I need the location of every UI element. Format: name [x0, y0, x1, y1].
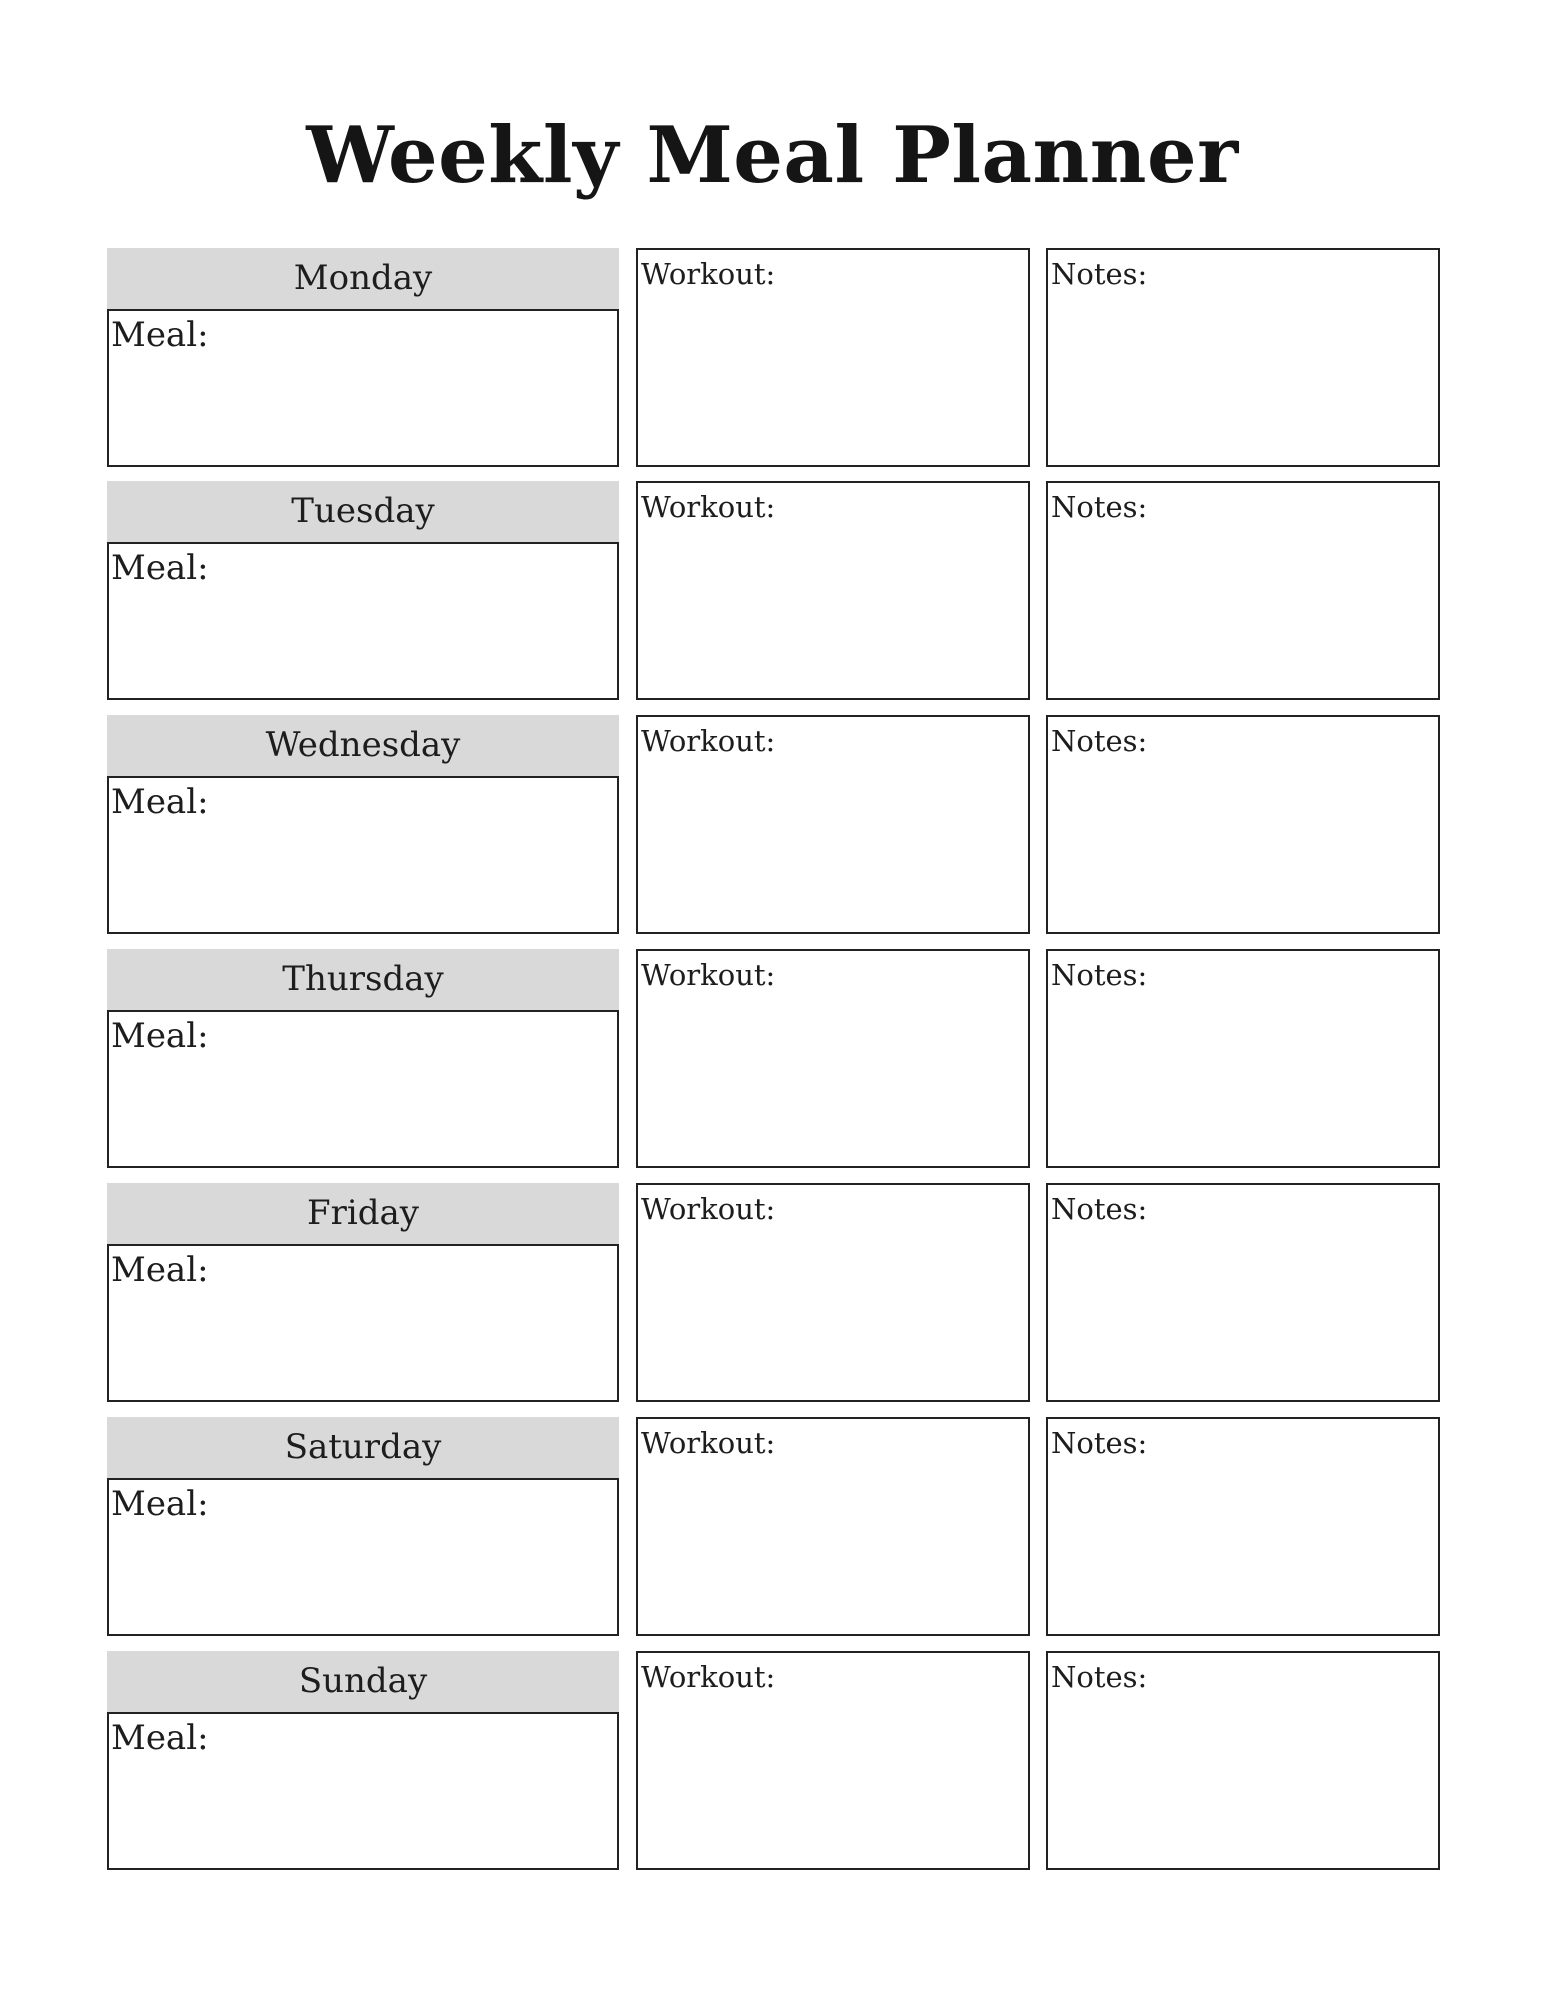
meal-box-monday[interactable] — [107, 309, 619, 467]
notes-box-friday[interactable] — [1046, 1183, 1440, 1402]
day-header-wednesday: Wednesday — [107, 715, 619, 776]
day-header-saturday: Saturday — [107, 1417, 619, 1478]
day-row-wednesday — [0, 715, 1545, 933]
notes-box-monday[interactable] — [1046, 248, 1440, 467]
day-header-thursday: Thursday — [107, 949, 619, 1010]
meal-box-sunday[interactable] — [107, 1712, 619, 1870]
meal-label: Meal: — [111, 315, 209, 355]
meal-box-thursday[interactable] — [107, 1010, 619, 1168]
notes-box-sunday[interactable] — [1046, 1651, 1440, 1870]
workout-label: Workout: — [641, 1192, 776, 1226]
workout-label: Workout: — [641, 958, 776, 992]
notes-label: Notes: — [1051, 724, 1148, 758]
day-row-thursday — [0, 949, 1545, 1167]
meal-label: Meal: — [111, 1484, 209, 1524]
meal-label: Meal: — [111, 1718, 209, 1758]
notes-label: Notes: — [1051, 1426, 1148, 1460]
meal-box-wednesday[interactable] — [107, 776, 619, 934]
workout-label: Workout: — [641, 490, 776, 524]
day-row-sunday — [0, 1651, 1545, 1869]
day-row-saturday — [0, 1417, 1545, 1635]
notes-label: Notes: — [1051, 958, 1148, 992]
workout-label: Workout: — [641, 1426, 776, 1460]
meal-label: Meal: — [111, 782, 209, 822]
notes-box-wednesday[interactable] — [1046, 715, 1440, 934]
notes-label: Notes: — [1051, 1192, 1148, 1226]
workout-box-sunday[interactable] — [636, 1651, 1030, 1870]
day-row-friday — [0, 1183, 1545, 1401]
day-header-monday: Monday — [107, 248, 619, 309]
day-header-tuesday: Tuesday — [107, 481, 619, 542]
workout-box-wednesday[interactable] — [636, 715, 1030, 934]
day-row-monday — [0, 248, 1545, 466]
workout-box-tuesday[interactable] — [636, 481, 1030, 700]
day-row-tuesday — [0, 481, 1545, 699]
workout-box-thursday[interactable] — [636, 949, 1030, 1168]
meal-box-tuesday[interactable] — [107, 542, 619, 700]
workout-label: Workout: — [641, 1660, 776, 1694]
workout-label: Workout: — [641, 257, 776, 291]
day-header-friday: Friday — [107, 1183, 619, 1244]
meal-label: Meal: — [111, 548, 209, 588]
workout-box-friday[interactable] — [636, 1183, 1030, 1402]
page-title: Weekly Meal Planner — [306, 110, 1239, 201]
workout-label: Workout: — [641, 724, 776, 758]
notes-label: Notes: — [1051, 257, 1148, 291]
workout-box-monday[interactable] — [636, 248, 1030, 467]
notes-box-tuesday[interactable] — [1046, 481, 1440, 700]
meal-box-saturday[interactable] — [107, 1478, 619, 1636]
meal-box-friday[interactable] — [107, 1244, 619, 1402]
notes-box-thursday[interactable] — [1046, 949, 1440, 1168]
meal-label: Meal: — [111, 1016, 209, 1056]
workout-box-saturday[interactable] — [636, 1417, 1030, 1636]
meal-label: Meal: — [111, 1250, 209, 1290]
notes-label: Notes: — [1051, 490, 1148, 524]
notes-box-saturday[interactable] — [1046, 1417, 1440, 1636]
notes-label: Notes: — [1051, 1660, 1148, 1694]
day-header-sunday: Sunday — [107, 1651, 619, 1712]
